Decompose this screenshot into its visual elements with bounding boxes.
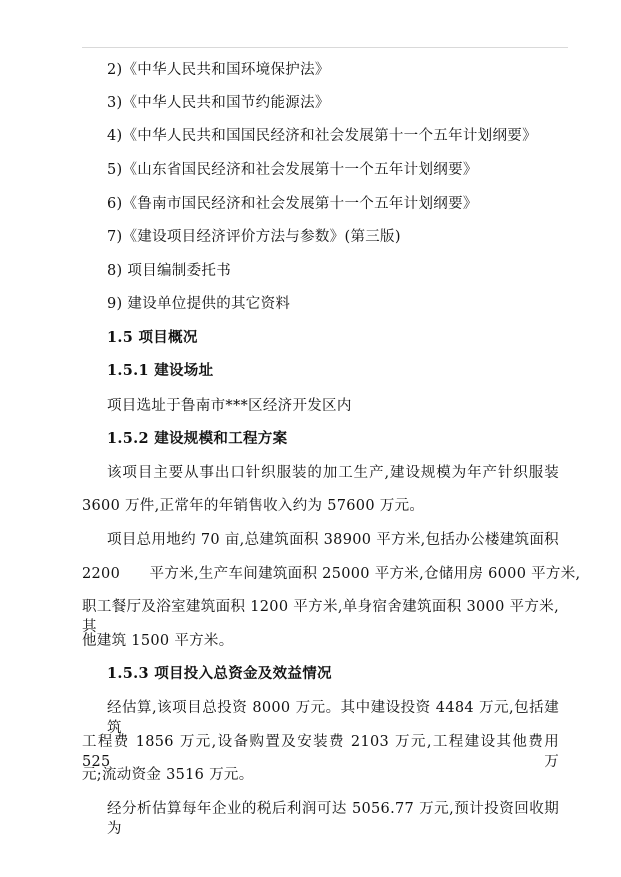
reference-item: 2)《中华人民共和国环境保护法》 [107, 62, 330, 78]
paragraph-line: 经估算,该项目总投资 8000 万元。其中建设投资 4484 万元,包括建筑 [107, 700, 559, 736]
reference-item: 3)《中华人民共和国节约能源法》 [107, 95, 330, 111]
paragraph-line: 该项目主要从事出口针织服装的加工生产,建设规模为年产针织服装 [107, 465, 559, 481]
section-heading-site: 1.5.1 建设场址 [107, 362, 214, 379]
reference-item: 4)《中华人民共和国国民经济和社会发展第十一个五年计划纲要》 [107, 128, 537, 144]
header-rule [82, 47, 568, 48]
site-text: 项目选址于鲁南市***区经济开发区内 [107, 398, 352, 414]
paragraph-line: 他建筑 1500 平方米。 [82, 633, 234, 649]
paragraph-line: 项目总用地约 70 亩,总建筑面积 38900 平方米,包括办公楼建筑面积 [107, 532, 559, 548]
section-heading-investment: 1.5.3 项目投入总资金及效益情况 [107, 665, 332, 682]
reference-item: 6)《鲁南市国民经济和社会发展第十一个五年计划纲要》 [107, 196, 478, 212]
reference-item: 7)《建设项目经济评价方法与参数》(第三版) [107, 229, 401, 245]
paragraph-line: 工程费 1856 万元,设备购置及安装费 2103 万元,工程建设其他费用 525 万 [82, 734, 559, 770]
paragraph-line: 3600 万件,正常年的年销售收入约为 57600 万元。 [82, 498, 425, 514]
section-heading-scale: 1.5.2 建设规模和工程方案 [107, 430, 288, 447]
reference-item: 9) 建设单位提供的其它资料 [107, 296, 291, 312]
section-heading-overview: 1.5 项目概况 [107, 329, 198, 346]
paragraph-line: 2200 平方米,生产车间建筑面积 25000 平方米,仓储用房 6000 平方米, [82, 566, 581, 582]
paragraph-line: 经分析估算每年企业的税后利润可达 5056.77 万元,预计投资回收期为 [107, 801, 559, 837]
reference-item: 8) 项目编制委托书 [107, 263, 231, 279]
paragraph-line: 职工餐厅及浴室建筑面积 1200 平方米,单身宿舍建筑面积 3000 平方米,其 [82, 599, 559, 635]
paragraph-line: 元;流动资金 3516 万元。 [82, 767, 254, 783]
reference-item: 5)《山东省国民经济和社会发展第十一个五年计划纲要》 [107, 162, 478, 178]
